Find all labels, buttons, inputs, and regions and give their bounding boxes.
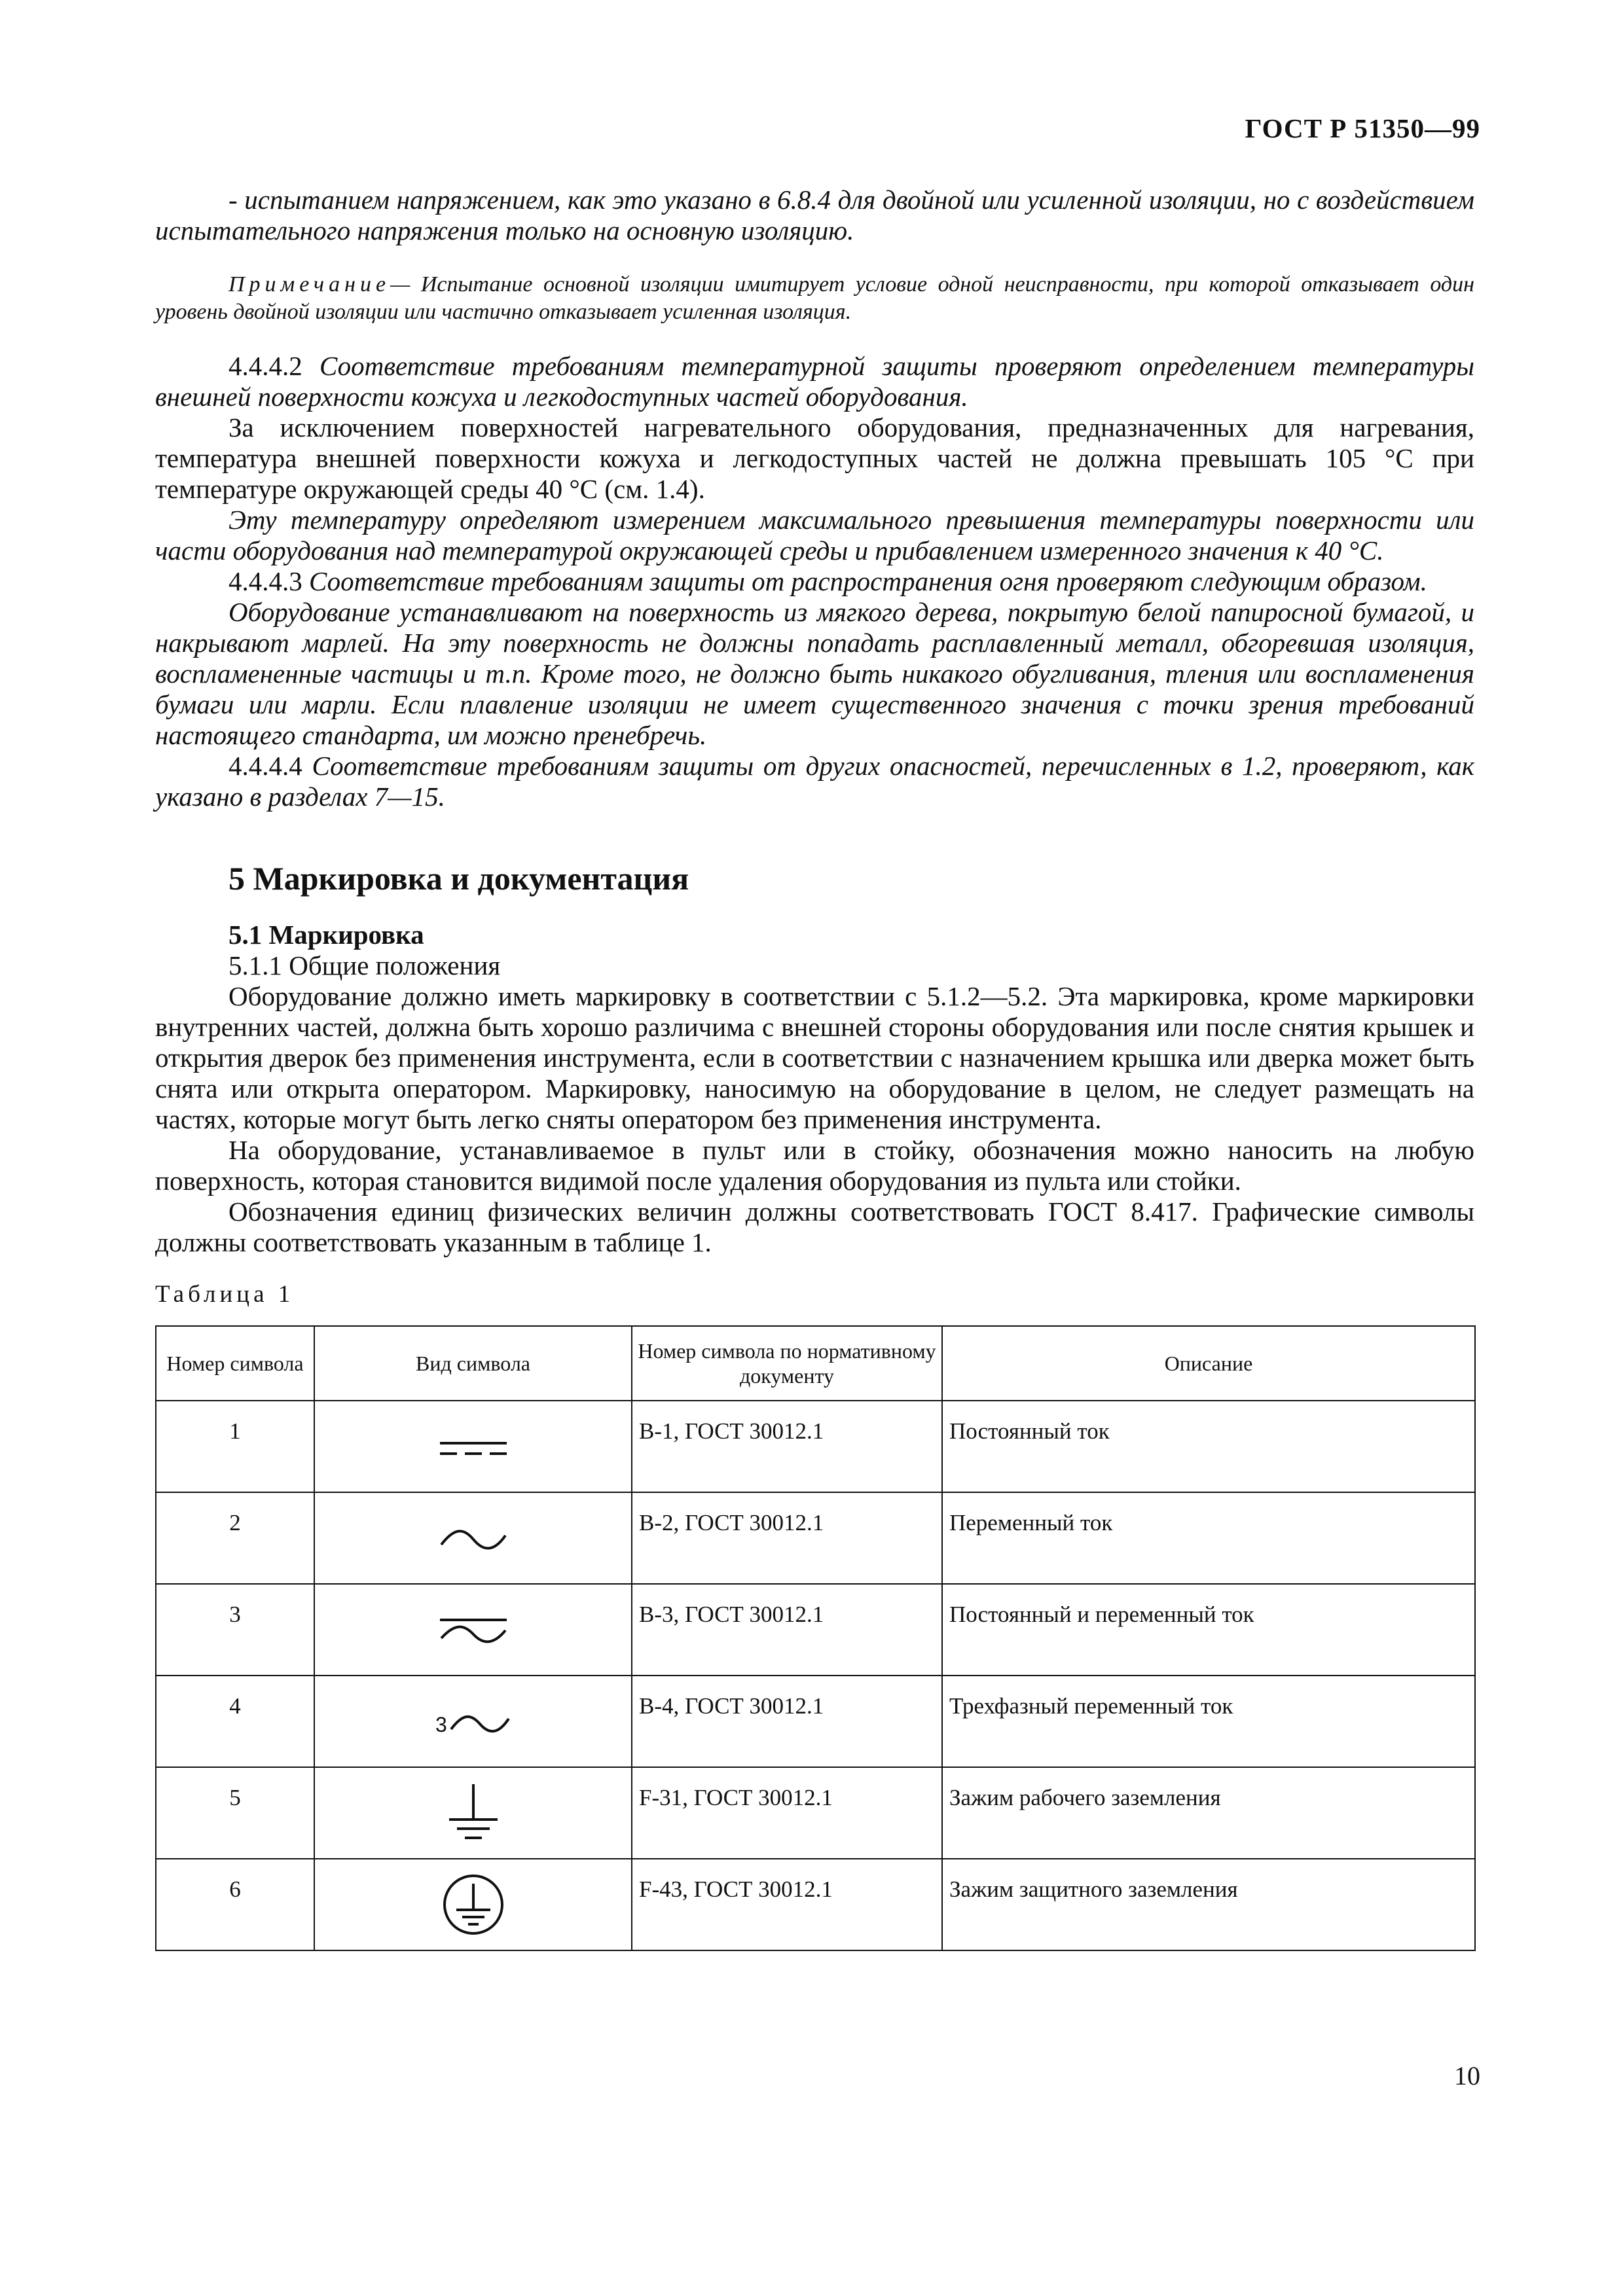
- clause-number-4-4-4-2: 4.4.4.2: [228, 351, 302, 381]
- header-symbol-number: Номер символа: [156, 1326, 314, 1401]
- document-code-header: ГОСТ Р 51350—99: [1245, 113, 1480, 143]
- clause-text-4-4-4-2: Соответствие требованиям температурной защиты проверяют определением температуры внешней поверхности кожуха и легкодоступных частей оборудования.: [155, 351, 1474, 412]
- table-caption: Таблица 1: [155, 1281, 295, 1308]
- protective-earth-icon: [441, 1872, 506, 1937]
- table-row: [156, 1859, 1475, 1950]
- row-number: 4: [156, 1676, 314, 1767]
- symbols-table: [155, 1325, 1476, 1951]
- page-content: [155, 185, 1474, 1951]
- paragraph-4-4-4-2: [155, 351, 1474, 412]
- paragraph-test-voltage: - испытанием напряжением, как это указано в 6.8.4 для двойной или усиленной изоляции, но с воздействием испытательного напряжения только на основную изоляцию.: [155, 185, 1474, 245]
- row-reference: F-31, ГОСТ 30012.1: [632, 1767, 942, 1859]
- page-number: 10: [1454, 2061, 1480, 2090]
- clause-text-4-4-4-4: Соответствие требованиям защиты от других опасностей, перечисленных в 1.2, проверяют, как указано в разделах 7—15.: [155, 751, 1474, 812]
- row-number: 5: [156, 1767, 314, 1859]
- ac-dc-current-icon: [437, 1615, 509, 1646]
- functional-earth-icon: [444, 1782, 503, 1844]
- row-number: 6: [156, 1859, 314, 1950]
- table-row: [156, 1767, 1475, 1859]
- paragraph-marking: Оборудование должно иметь маркировку в соответствии с 5.1.2—5.2. Эта маркировка, кроме маркировки внутренних частей, должна быть хорошо различима с внешней стороны оборудования или после снятия крышек и открытия дверок без применения инструмента, если в соответствии с назначением крышка или дверка может быть снята или открыта оператором. Маркировку, наносимую на оборудование в целом, не следует размещать на частях, которые могут быть легко сняты оператором без применения инструмента.: [155, 981, 1474, 1134]
- paragraph-fire-test: Оборудование устанавливают на поверхность из мягкого дерева, покрытую белой папиросной бумагой, и накрывают марлей. На эту поверхность не должны попадать расплавленный металл, обгоревшая изоляция, воспламененные частицы и т.п. Кроме того, не должно быть никакого обугливания, тления или воспламенения бумаги или марли. Если плавление изоляции не имеет существенного значения с точки зрения требований настоящего стандарта, им можно пренебречь.: [155, 597, 1474, 750]
- row-reference: В-3, ГОСТ 30012.1: [632, 1584, 942, 1676]
- paragraph-4-4-4-4: [155, 751, 1474, 812]
- note-paragraph: [155, 271, 1474, 326]
- section-5-heading: 5 Маркировка и документация: [228, 860, 689, 897]
- header-description: Описание: [942, 1326, 1475, 1401]
- paragraph-rack: На оборудование, устанавливаемое в пульт или в стойку, обозначения можно наносить на любую поверхность, которая становится видимой после удаления оборудования из пульта или стойки.: [155, 1135, 1474, 1196]
- table-header-row: [156, 1326, 1475, 1401]
- clause-number-4-4-4-4: 4.4.4.4: [228, 751, 302, 781]
- header-symbol-reference: Номер символа по нормативному документу: [632, 1326, 942, 1401]
- table-row: [156, 1401, 1475, 1492]
- note-text: — Испытание основной изоляции имитирует условие одной неисправности, при которой отказывает один уровень двойной изоляции или частично отказывает усиленная изоляция.: [155, 272, 1474, 324]
- row-number: 3: [156, 1584, 314, 1676]
- note-label: Примечание: [228, 272, 391, 296]
- row-reference: В-1, ГОСТ 30012.1: [632, 1401, 942, 1492]
- row-reference: В-2, ГОСТ 30012.1: [632, 1492, 942, 1584]
- paragraph-4-4-4-3: [155, 566, 1474, 597]
- row-description: Трехфазный переменный ток: [942, 1676, 1475, 1767]
- row-description: Переменный ток: [942, 1492, 1475, 1584]
- three-phase-ac-icon: [434, 1706, 513, 1738]
- clause-text-4-4-4-3: Соответствие требованиям защиты от распространения огня проверяют следующим образом.: [302, 566, 1427, 596]
- dc-current-icon: [437, 1435, 509, 1462]
- row-description: Зажим защитного заземления: [942, 1859, 1475, 1950]
- three-phase-digit: 3: [435, 1712, 447, 1736]
- table-row: [156, 1492, 1475, 1584]
- row-description: Постоянный ток: [942, 1401, 1475, 1492]
- paragraph-temp-limit: За исключением поверхностей нагревательного оборудования, предназначенных для нагревания, температура внешней поверхности кожуха и легкодоступных частей не должна превышать 105 °С при температуре окружающей среды 40 °С (см. 1.4).: [155, 412, 1474, 504]
- table-row: [156, 1584, 1475, 1676]
- table-row: [156, 1676, 1475, 1767]
- subsection-5-1-heading: 5.1 Маркировка: [228, 920, 424, 950]
- row-number: 1: [156, 1401, 314, 1492]
- row-reference: F-43, ГОСТ 30012.1: [632, 1859, 942, 1950]
- subsection-5-1-1-heading: 5.1.1 Общие положения: [228, 950, 501, 980]
- row-reference: В-4, ГОСТ 30012.1: [632, 1676, 942, 1767]
- clause-number-4-4-4-3: 4.4.4.3: [228, 566, 302, 596]
- header-symbol-type: Вид символа: [314, 1326, 632, 1401]
- paragraph-temp-measure: Эту температуру определяют измерением максимального превышения температуры поверхности или части оборудования над температурой окружающей среды и прибавлением измеренного значения к 40 °С.: [155, 505, 1474, 565]
- row-description: Зажим рабочего заземления: [942, 1767, 1475, 1859]
- ac-current-icon: [437, 1525, 509, 1554]
- row-description: Постоянный и переменный ток: [942, 1584, 1475, 1676]
- paragraph-units: Обозначения единиц физических величин должны соответствовать ГОСТ 8.417. Графические символы должны соответствовать указанным в таблице 1.: [155, 1196, 1474, 1257]
- row-number: 2: [156, 1492, 314, 1584]
